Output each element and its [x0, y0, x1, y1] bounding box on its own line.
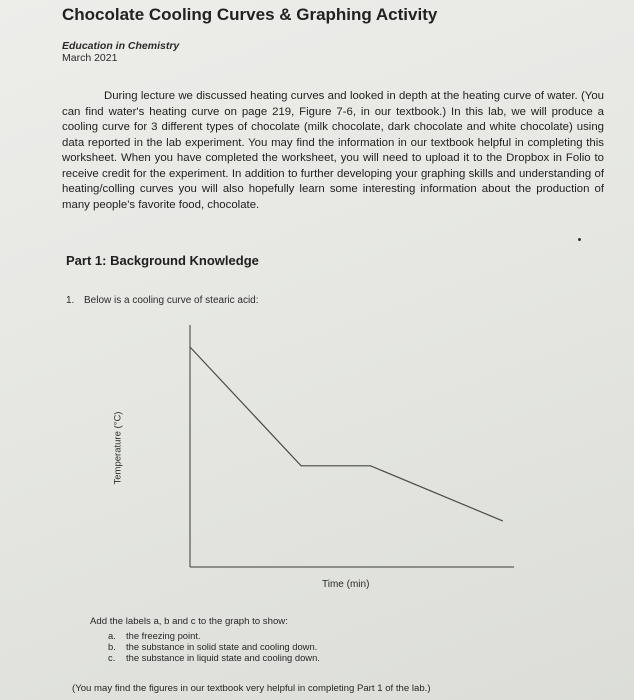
source-publication: Education in Chemistry	[62, 40, 180, 52]
label-options	[108, 630, 320, 663]
part-1-heading: Part 1: Background Knowledge	[66, 253, 259, 268]
cooling-curve-graph	[150, 315, 520, 577]
labeling-instructions: Add the labels a, b and c to the graph to show:	[90, 616, 288, 627]
option-a: a. the freezing point.	[108, 630, 201, 641]
curve-points	[189, 346, 503, 521]
curve-point-2	[370, 465, 371, 466]
intro-paragraph: During lecture we discussed heating curves and looked in depth at the heating curve of water. (You can find water's heating curve on page 219, Figure 7-6, in our textbook.) In this lab, we will produce a cooling curve for 3 different types of chocolate (milk chocolate, dark chocolate and white chocolate) using data reported in the lab experiment. You may find the information in our textbook helpful in completing this worksheet. When you have completed the worksheet, you will need to upload it to the Dropbox in Folio to receive credit for the experiment. In addition to further developing your graphing skills and understanding of heating/colling curves you will also hopefully learn some interesting information about the production of many people's favorite food, chocolate.	[62, 90, 604, 211]
option-c: c. the substance in liquid state and cooling down.	[108, 652, 320, 663]
option-b: b. the substance in solid state and cooling down.	[108, 641, 318, 652]
x-axis-label: Time (min)	[322, 579, 370, 590]
footnote: (You may find the figures in our textbook very helpful in completing Part 1 of the lab.)	[72, 683, 431, 694]
page-title: Chocolate Cooling Curves & Graphing Activity	[62, 5, 438, 24]
publication-date: March 2021	[62, 52, 118, 64]
question-text: Below is a cooling curve of stearic acid:	[84, 295, 259, 306]
cooling-curve-line	[190, 347, 502, 521]
curve-point-0	[189, 346, 190, 347]
question-number: 1.	[66, 295, 75, 306]
curve-point-1	[301, 465, 302, 466]
curve-point-3	[502, 520, 503, 521]
y-axis-label: Temperature (°C)	[112, 411, 124, 485]
stray-mark	[578, 238, 581, 241]
question-1	[66, 295, 259, 306]
